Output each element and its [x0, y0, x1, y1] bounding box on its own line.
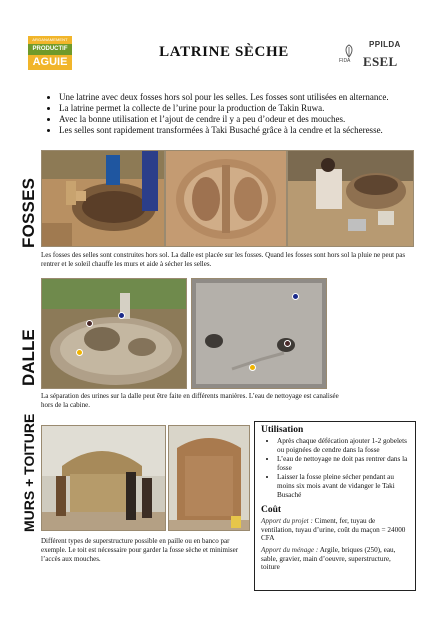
cout-projet	[261, 517, 409, 543]
section-label-fosses: FOSSES	[19, 177, 38, 248]
photo-pit-construction	[41, 150, 165, 247]
esel-label: ESEL	[363, 54, 398, 69]
intro-bullet: • Une latrine avec deux fosses hors sol pour les selles. Les fosses sont utilisées en alternance.	[59, 92, 429, 103]
photo-slab-holes	[191, 278, 327, 389]
cout-heading: Coût	[261, 505, 282, 516]
section-label-dalle: DALLE	[19, 329, 38, 386]
intro-bullet: • Les selles sont rapidement transformées à Taki Busaché grâce à la cendre et la sécheresse.	[59, 125, 429, 136]
logo-top-text: ARGANAMEMENT	[32, 37, 68, 42]
fida-logo-icon	[343, 44, 355, 58]
marker-blue-dot	[292, 293, 299, 300]
caption-dalle: La séparation des urines sur la dalle peut être faite en différents manières. L’eau de nettoyage est canalisée hors de la cabine.	[41, 392, 339, 409]
marker-blue-dot	[118, 312, 125, 319]
photo-banco-superstructure	[168, 425, 250, 531]
info-box	[254, 421, 416, 591]
cout-projet-label: Apport du projet :	[261, 517, 313, 526]
marker-yellow-dot	[76, 349, 83, 356]
cout-projet-text: Ciment, fer, tuyau de ventilation, tuyau d’urine, coût du maçon = 24000 CFA	[261, 517, 406, 543]
cout-menage-text: Argile, briques (250), eau, sable, gravier, main d’oeuvre, superstructure, toiture	[261, 545, 396, 572]
cout-menage	[261, 546, 409, 572]
ppilda-label: PPILDA	[369, 40, 401, 49]
utilisation-item: • Laisser la fosse pleine sécher pendant au moins six mois avant de vidanger le Taki Busaché	[277, 473, 409, 499]
cout-menage-label: Apport du ménage :	[261, 545, 319, 554]
intro-bullet: • Avec la bonne utilisation et l’ajout de cendre il y a peu d’odeur et des mouches.	[59, 114, 429, 125]
utilisation-item: • L’eau de nettoyage ne doit pas rentrer dans la fosse	[277, 455, 409, 472]
intro-list	[47, 92, 429, 136]
utilisation-item: • Après chaque défécation ajouter 1-2 gobelets ou poignées de cendre dans la fosse	[277, 437, 409, 454]
page-title: LATRINE SÈCHE	[159, 44, 289, 60]
intro-bullet: • La latrine permet la collecte de l’urine pour la production de Takin Ruwa.	[59, 103, 429, 114]
photo-pits-above-ground	[287, 150, 414, 247]
esel-logo	[363, 54, 397, 70]
photo-pit-slab-closeup	[165, 150, 287, 247]
caption-fosses: Les fosses des selles sont construites hors sol. La dalle est placée sur les fosses. Quand les fosses sont hors sol la pluie ne peut pas rentrer et le soleil chauffe les murs et aide à sécher les selles.	[41, 251, 406, 268]
utilisation-list	[261, 437, 409, 499]
marker-dark-dot	[284, 340, 291, 347]
photo-straw-superstructure	[41, 425, 166, 531]
photo-slab-urine-separation	[41, 278, 187, 389]
fida-label: FIDA	[339, 58, 351, 64]
utilisation-heading: Utilisation	[261, 425, 304, 435]
logo-middle-text: PRODUCTIF	[28, 44, 72, 55]
marker-yellow-dot	[249, 364, 256, 371]
logo-bottom-text: AGUIE	[32, 56, 68, 68]
marker-dark-dot	[86, 320, 93, 327]
caption-murs-toiture: Différent types de superstructure possible en paille ou en banco par exemple. Le toit est nécessaire pour garder la fosse sèche et minimiser l’accès aux mouches.	[41, 537, 239, 563]
section-label-murs-toiture: MURS + TOITURE	[21, 413, 37, 532]
